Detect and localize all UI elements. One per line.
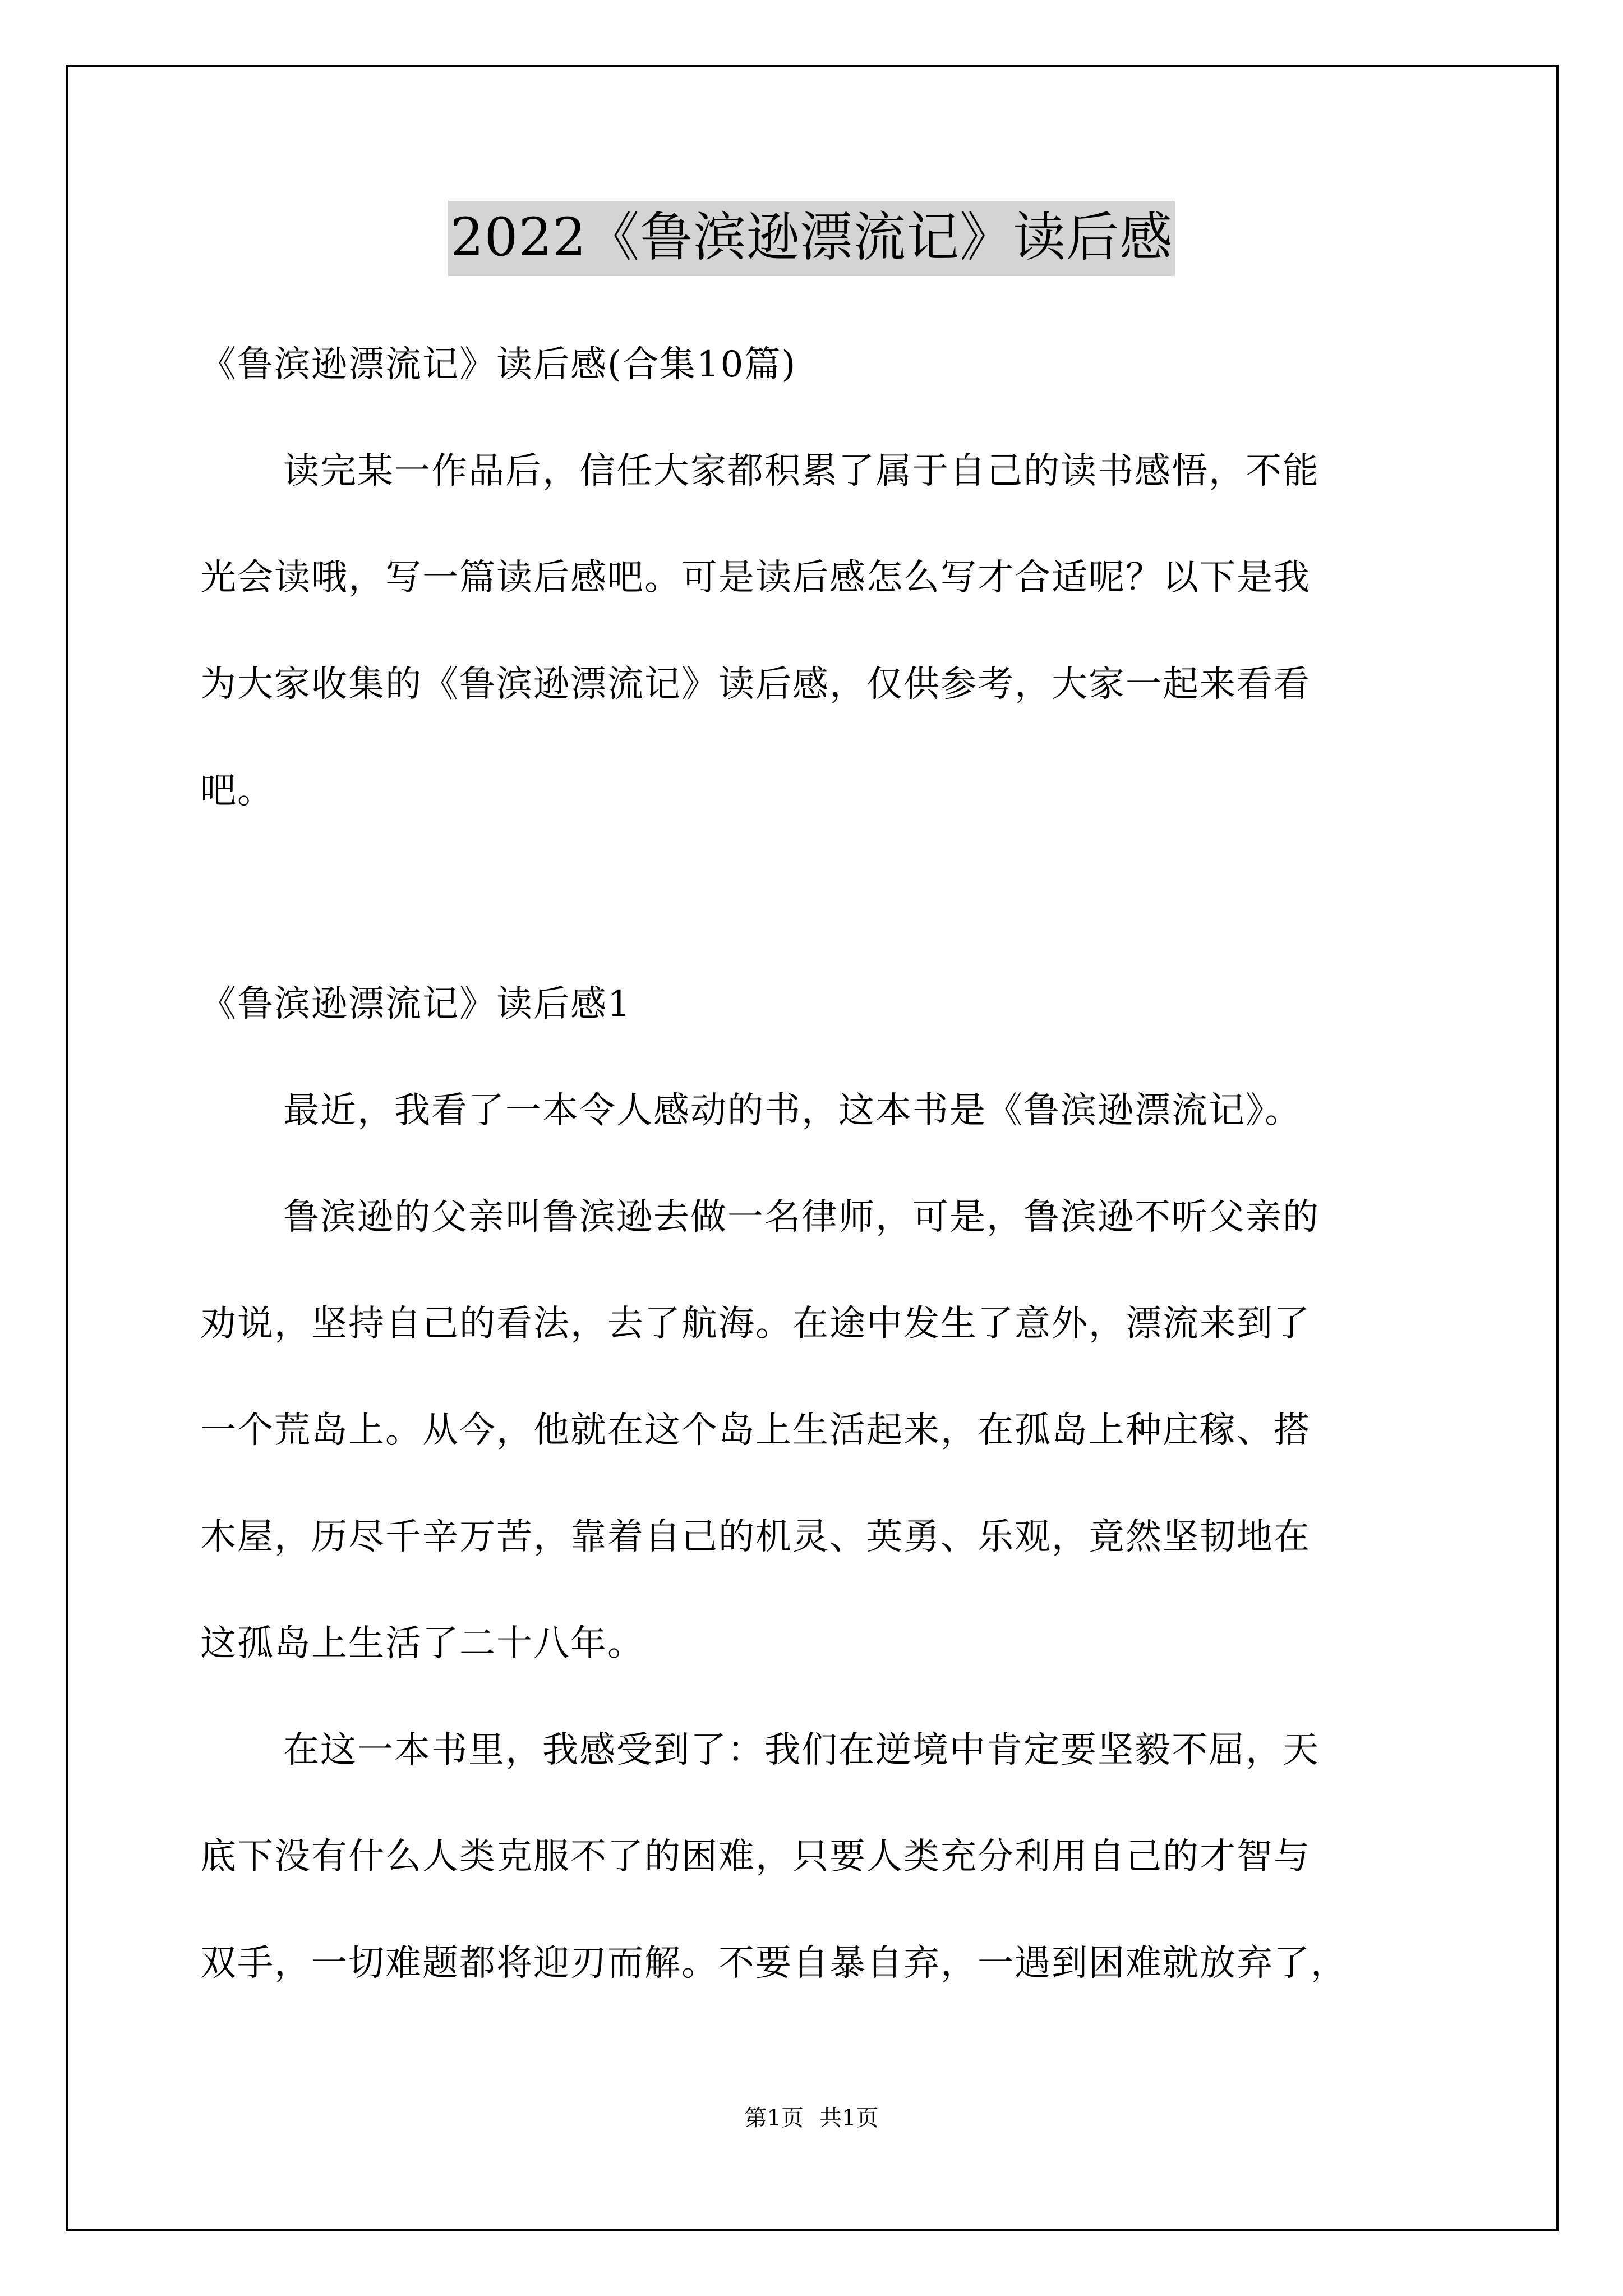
paragraph-line: 一个荒岛上。从今，他就在这个岛上生活起来，在孤岛上种庄稼、搭	[200, 1410, 1311, 1451]
paragraph-line: 这孤岛上生活了二十八年。	[200, 1623, 644, 1664]
page-count: 共1页	[819, 2105, 879, 2131]
paragraph-line: 木屋，历尽千辛万苦，靠着自己的机灵、英勇、乐观，竟然坚韧地在	[200, 1516, 1311, 1558]
paragraph-line: 双手，一切难题都将迎刃而解。不要自暴自弃，一遇到困难就放弃了，	[200, 1943, 1348, 1984]
paragraph-line: 劝说，坚持自己的看法，去了航海。在途中发生了意外，漂流来到了	[200, 1303, 1311, 1345]
paragraph-line: 最近，我看了一本令人感动的书，这本书是《鲁滨逊漂流记》。	[283, 1090, 1302, 1131]
intro-line: 为大家收集的《鲁滨逊漂流记》读后感，仅供参考，大家一起来看看	[200, 664, 1311, 705]
paragraph-line: 在这一本书里，我感受到了：我们在逆境中肯定要坚毅不屈，天	[283, 1729, 1320, 1771]
document-body	[200, 311, 1434, 2017]
section-spacer	[200, 844, 1434, 951]
paragraph-line: 底下没有什么人类克服不了的困难，只要人类充分利用自己的才智与	[200, 1836, 1311, 1878]
page-footer	[0, 2102, 1623, 2134]
document-subtitle: 《鲁滨逊漂流记》读后感(合集10篇)	[200, 344, 797, 385]
paragraph-line: 鲁滨逊的父亲叫鲁滨逊去做一名律师，可是，鲁滨逊不听父亲的	[283, 1197, 1320, 1238]
document-title: 2022《鲁滨逊漂流记》读后感	[448, 201, 1175, 276]
intro-line: 读完某一作品后，信任大家都积累了属于自己的读书感悟，不能	[283, 450, 1320, 492]
intro-line: 光会读哦，写一篇读后感吧。可是读后感怎么写才合适呢？以下是我	[200, 557, 1311, 599]
title-container	[0, 201, 1623, 276]
page-number: 第1页	[744, 2105, 804, 2131]
section-heading: 《鲁滨逊漂流记》读后感1	[200, 983, 631, 1025]
intro-line: 吧。	[200, 770, 274, 812]
